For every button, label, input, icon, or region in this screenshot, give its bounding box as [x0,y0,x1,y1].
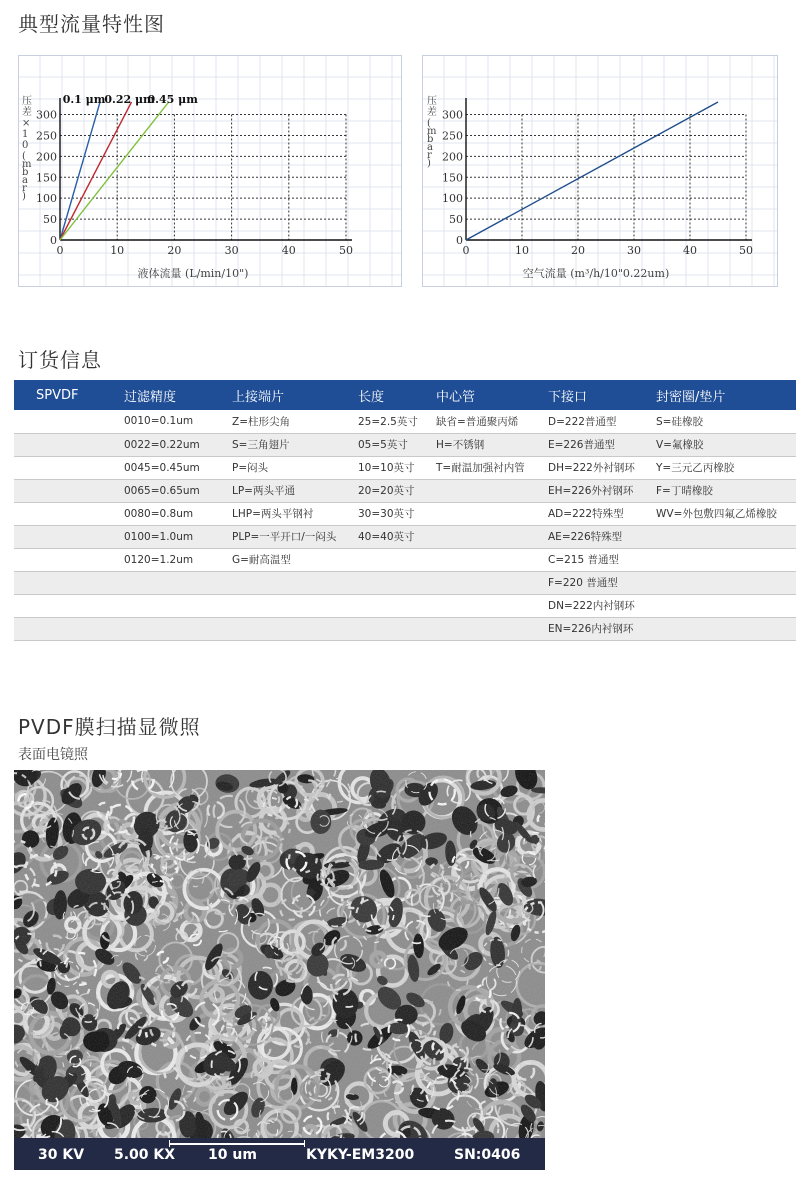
table-cell [644,617,796,640]
table-cell [14,594,112,617]
table-cell [14,617,112,640]
table-cell [424,548,536,571]
table-cell: C=215 普通型 [536,548,644,571]
table-cell [220,594,346,617]
scale-bar-tick [169,1140,170,1147]
x-tick-label: 20 [571,244,585,257]
table-cell: P=闷头 [220,456,346,479]
table-cell: LP=两头平通 [220,479,346,502]
x-tick-label: 30 [627,244,641,257]
table-header-cell: 过滤精度 [112,380,220,410]
scale-bar-tick [304,1140,305,1147]
table-cell: V=氟橡胶 [644,433,796,456]
flow-chart-title: 典型流量特性图 [18,12,165,36]
table-cell [424,571,536,594]
table-cell [424,502,536,525]
table-cell [220,571,346,594]
table-cell [14,479,112,502]
table-header-cell: 封密圈/垫片 [644,380,796,410]
table-cell [644,525,796,548]
sem-voltage: 30 KV [38,1147,85,1163]
table-row [14,410,796,433]
table-header-cell: 下接口 [536,380,644,410]
x-tick-label: 10 [110,244,125,257]
x-axis-label: 液体流量 (L/min/10") [137,267,249,280]
order-info-title: 订货信息 [18,348,102,372]
table-header-cell: SPVDF [14,380,112,410]
y-tick-label: 0 [456,234,463,247]
table-cell: AD=222特殊型 [536,502,644,525]
table-row [14,594,796,617]
table-cell: 0045=0.45um [112,456,220,479]
y-tick-label: 50 [449,213,463,227]
table-cell: F=220 普通型 [536,571,644,594]
table-header-row [14,380,796,410]
y-axis-label: 压差( m b a r ) [427,96,437,169]
table-cell: WV=外包敷四氟乙烯橡胶 [644,502,796,525]
table-cell: G=耐高温型 [220,548,346,571]
order-info-table [14,380,796,641]
table-cell [14,456,112,479]
table-cell: 0120=1.2um [112,548,220,571]
x-tick-label: 10 [515,244,529,257]
table-cell: 0080=0.8um [112,502,220,525]
sem-magnification: 5.00 KX [114,1147,176,1163]
table-cell: DH=222外衬钢环 [536,456,644,479]
liquid-flow-chart [18,55,402,287]
table-cell: EH=226外衬钢环 [536,479,644,502]
table-cell: 20=20英寸 [346,479,424,502]
chart-frame [423,56,778,287]
table-row [14,502,796,525]
table-cell: 0022=0.22um [112,433,220,456]
table-cell: S=三角翅片 [220,433,346,456]
table-header-cell: 长度 [346,380,424,410]
table-cell: PLP=一平开口/一闷头 [220,525,346,548]
table-cell: 05=5英寸 [346,433,424,456]
table-cell: S=硅橡胶 [644,410,796,433]
air-flow-chart [422,55,778,287]
table-cell [346,571,424,594]
x-tick-label: 30 [224,244,239,257]
table-cell [346,617,424,640]
table-row [14,617,796,640]
table-cell [644,548,796,571]
table-header-cell: 上接端片 [220,380,346,410]
table-row [14,525,796,548]
y-tick-label: 300 [442,108,463,122]
table-cell [644,594,796,617]
y-axis-label: 压差× 1 0 ( m b a r ) [22,96,32,202]
table-cell [14,410,112,433]
table-cell [424,525,536,548]
y-tick-label: 300 [36,108,57,122]
table-cell: EN=226内衬钢环 [536,617,644,640]
table-cell [14,571,112,594]
x-tick-label: 50 [339,244,353,257]
x-tick-label: 0 [462,244,470,257]
grain-overlay [14,770,545,1170]
y-tick-label: 100 [442,192,463,206]
sem-subtitle: 表面电镜照 [18,747,88,763]
table-cell: 0065=0.65um [112,479,220,502]
sem-title: PVDF膜扫描显微照 [18,715,201,739]
series-label: 0.22 μm [104,93,155,106]
table-cell: F=丁晴橡胶 [644,479,796,502]
x-tick-label: 40 [281,244,296,257]
x-tick-label: 40 [683,244,697,257]
series-label: 0.45 μm [147,93,198,106]
y-tick-label: 150 [36,171,57,185]
sem-micrograph [14,770,545,1170]
table-cell: 30=30英寸 [346,502,424,525]
series-label: 0.1 μm [62,93,106,106]
y-tick-label: 250 [442,129,463,143]
table-cell [346,548,424,571]
table-cell [220,617,346,640]
y-tick-label: 50 [43,213,57,227]
table-cell [346,594,424,617]
table-cell [644,571,796,594]
table-cell [14,502,112,525]
y-tick-label: 0 [50,234,57,247]
y-tick-label: 150 [442,171,463,185]
y-tick-label: 250 [36,129,57,143]
table-cell: D=222普通型 [536,410,644,433]
table-row [14,479,796,502]
table-cell: AE=226特殊型 [536,525,644,548]
x-tick-label: 20 [167,244,182,257]
y-tick-label: 200 [442,150,463,164]
table-cell: 0010=0.1um [112,410,220,433]
membrane-texture-image [14,770,545,1170]
x-tick-label: 50 [739,244,753,257]
table-cell: T=耐温加强衬内管 [424,456,536,479]
x-tick-label: 0 [56,244,64,257]
sem-serial: SN:0406 [454,1147,521,1163]
table-header-cell: 中心管 [424,380,536,410]
table-cell: H=不锈钢 [424,433,536,456]
table-cell [14,433,112,456]
table-row [14,456,796,479]
table-cell: 25=2.5英寸 [346,410,424,433]
table-cell [112,617,220,640]
table-cell: 缺省=普通聚丙烯 [424,410,536,433]
air-flow-chart-svg [422,55,778,287]
y-tick-label: 100 [36,192,57,206]
x-axis-label: 空气流量 (m³/h/10"0.22um) [522,267,670,280]
table-cell: E=226普通型 [536,433,644,456]
table-cell [424,479,536,502]
y-tick-label: 200 [36,150,57,164]
sem-info-bar [14,1138,545,1170]
table-cell [112,571,220,594]
table-cell: 10=10英寸 [346,456,424,479]
table-row [14,571,796,594]
table-cell: 0100=1.0um [112,525,220,548]
sem-scale: 10 um [208,1147,257,1163]
table-cell [112,594,220,617]
table-cell [14,548,112,571]
table-cell [14,525,112,548]
table-cell: 40=40英寸 [346,525,424,548]
table-cell: Z=柱形尖角 [220,410,346,433]
sem-model: KYKY-EM3200 [306,1147,415,1163]
table-cell [424,594,536,617]
table-cell: DN=222内衬钢环 [536,594,644,617]
table-cell: Y=三元乙丙橡胶 [644,456,796,479]
scale-bar [169,1143,305,1145]
table-cell [424,617,536,640]
liquid-flow-chart-svg [18,55,402,287]
table-row [14,548,796,571]
table-row [14,433,796,456]
table-cell: LHP=两头平钢衬 [220,502,346,525]
